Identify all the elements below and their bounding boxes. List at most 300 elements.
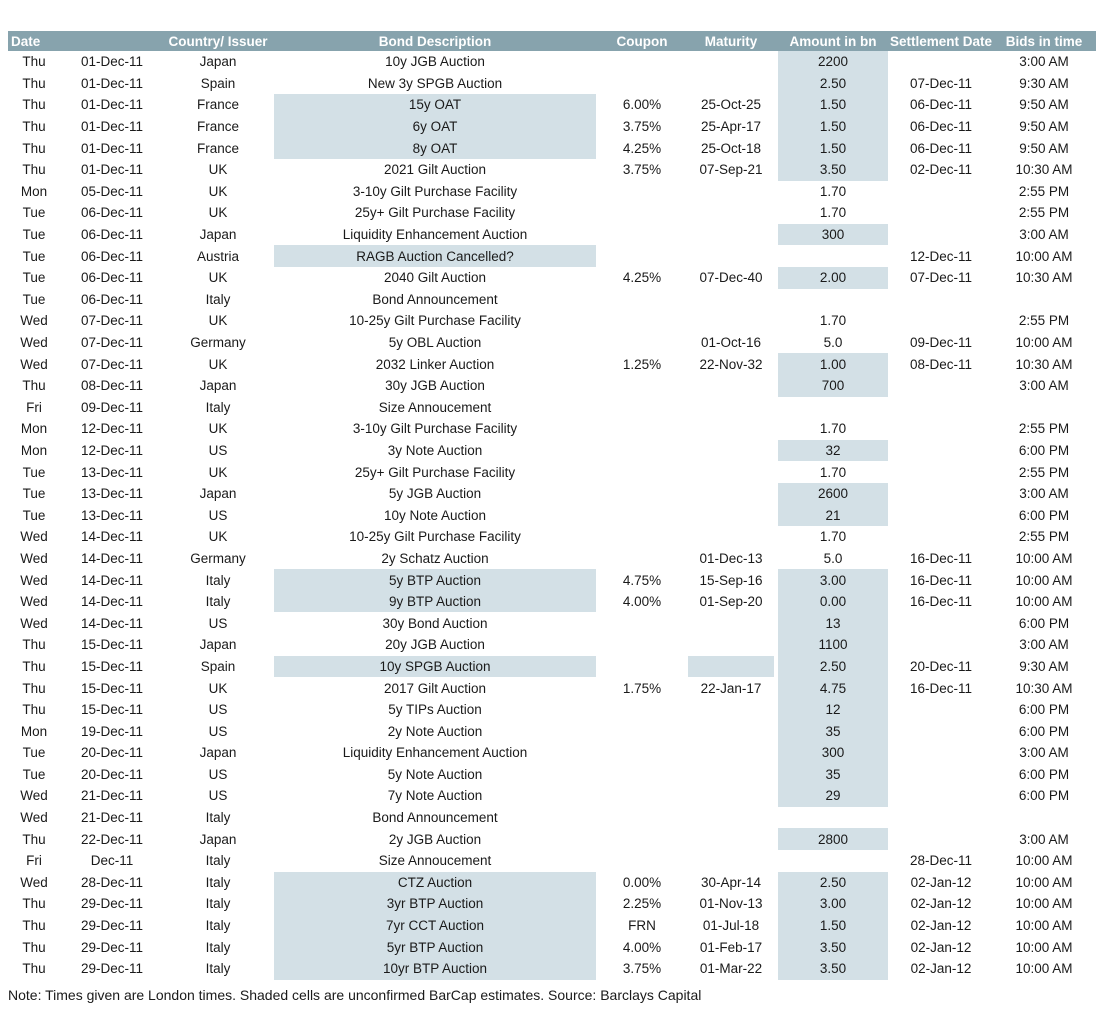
cell-date: 12-Dec-11: [80, 421, 144, 437]
cell-day: Tue: [22, 270, 46, 286]
cell-day: Thu: [22, 702, 46, 718]
table-row: [8, 73, 1096, 95]
cell-bids-time: 6:00 PM: [1018, 442, 1070, 458]
cell-description: 10-25y Gilt Purchase Facility: [349, 313, 521, 329]
cell-date: 14-Dec-11: [80, 529, 144, 545]
cell-amount: 2.00: [776, 267, 890, 289]
cell-maturity: 01-Mar-22: [699, 961, 763, 977]
cell-country: Italy: [205, 853, 231, 869]
table-row: [8, 159, 1096, 181]
cell-amount: 1.70: [819, 421, 847, 437]
cell-description: Liquidity Enhancement Auction: [342, 745, 528, 761]
cell-bids-time: 3:00 AM: [1019, 227, 1069, 243]
cell-coupon: [598, 289, 686, 311]
cell-settlement-date: [890, 418, 992, 440]
cell-coupon: [598, 612, 686, 634]
cell-bids-time: 3:00 AM: [1019, 486, 1069, 502]
cell-date: 14-Dec-11: [80, 550, 144, 566]
cell-bids-time: 10:00 AM: [1015, 572, 1073, 588]
cell-bids-time: 10:00 AM: [1015, 550, 1073, 566]
cell-date: 01-Dec-11: [80, 140, 144, 156]
cell-description: 10yr BTP Auction: [272, 958, 598, 980]
cell-amount: 1.70: [819, 183, 847, 199]
cell-settlement-date: [890, 397, 992, 419]
cell-bids-time: 3:00 AM: [1019, 745, 1069, 761]
cell-country: UK: [208, 270, 228, 286]
cell-date: 14-Dec-11: [80, 615, 144, 631]
cell-bids-time: 9:50 AM: [1019, 140, 1069, 156]
cell-maturity: 07-Dec-40: [699, 270, 763, 286]
header-settlement: Settlement Date: [890, 31, 992, 51]
cell-day: Wed: [20, 810, 48, 826]
cell-country: Japan: [199, 227, 237, 243]
cell-date: 29-Dec-11: [80, 961, 144, 977]
cell-description: 3-10y Gilt Purchase Facility: [352, 183, 518, 199]
cell-settlement-date: [890, 224, 992, 246]
cell-amount: 1.70: [819, 529, 847, 545]
cell-maturity: [686, 418, 776, 440]
cell-day: Thu: [22, 75, 46, 91]
table-row: [8, 850, 1096, 872]
cell-maturity: [686, 656, 776, 678]
cell-bids-time: [992, 289, 1096, 311]
cell-coupon: 3.75%: [622, 961, 662, 977]
cell-settlement-date: 28-Dec-11: [909, 853, 973, 869]
table-row: [8, 612, 1096, 634]
cell-description: 3y Note Auction: [387, 442, 483, 458]
header-coupon: Coupon: [598, 31, 686, 51]
table-row: [8, 742, 1096, 764]
cell-maturity: [686, 73, 776, 95]
cell-date: 20-Dec-11: [80, 766, 144, 782]
cell-maturity: [686, 289, 776, 311]
cell-bids-time: 3:00 AM: [1019, 831, 1069, 847]
cell-bids-time: 10:00 AM: [1015, 248, 1073, 264]
cell-amount: 3.50: [776, 936, 890, 958]
cell-description: 5y Note Auction: [387, 766, 483, 782]
cell-bids-time: 10:00 AM: [1015, 939, 1073, 955]
cell-country: UK: [208, 183, 228, 199]
cell-maturity: [686, 526, 776, 548]
cell-day: Tue: [22, 248, 46, 264]
cell-amount: [776, 850, 890, 872]
cell-bids-time: 10:00 AM: [1015, 594, 1073, 610]
cell-day: Wed: [20, 313, 48, 329]
cell-date: 06-Dec-11: [80, 291, 144, 307]
cell-description: 2y JGB Auction: [388, 831, 482, 847]
cell-country: UK: [208, 680, 228, 696]
cell-date: 01-Dec-11: [80, 75, 144, 91]
cell-country: US: [208, 702, 228, 718]
table-row: [8, 785, 1096, 807]
cell-date: 21-Dec-11: [80, 788, 144, 804]
cell-description: 2y Schatz Auction: [381, 550, 489, 566]
cell-description: 5y JGB Auction: [388, 486, 482, 502]
cell-day: Thu: [22, 680, 46, 696]
cell-day: Thu: [22, 637, 46, 653]
cell-country: US: [208, 723, 228, 739]
cell-maturity: [686, 440, 776, 462]
cell-maturity: [686, 764, 776, 786]
cell-date: 01-Dec-11: [80, 162, 144, 178]
cell-settlement-date: [890, 742, 992, 764]
cell-description: 3-10y Gilt Purchase Facility: [352, 421, 518, 437]
cell-day: Tue: [22, 464, 46, 480]
table-row: [8, 764, 1096, 786]
cell-bids-time: 9:30 AM: [1019, 75, 1069, 91]
cell-date: 06-Dec-11: [80, 270, 144, 286]
cell-coupon: [598, 418, 686, 440]
cell-day: Wed: [20, 550, 48, 566]
cell-day: Thu: [22, 54, 46, 70]
cell-description: 20y JGB Auction: [385, 637, 485, 653]
cell-maturity: 01-Jul-18: [702, 918, 760, 934]
cell-country: France: [196, 97, 240, 113]
cell-settlement-date: [890, 440, 992, 462]
cell-country: UK: [208, 464, 228, 480]
cell-country: Japan: [199, 378, 237, 394]
cell-maturity: [686, 742, 776, 764]
cell-amount: 1.50: [776, 137, 890, 159]
cell-country: UK: [208, 356, 228, 372]
cell-maturity: [686, 461, 776, 483]
cell-amount: [776, 245, 890, 267]
cell-coupon: 4.25%: [622, 140, 662, 156]
cell-day: Wed: [20, 874, 48, 890]
cell-amount: 3.00: [776, 569, 890, 591]
cell-settlement-date: [890, 461, 992, 483]
cell-day: Fri: [26, 399, 42, 415]
cell-coupon: 1.75%: [622, 680, 662, 696]
cell-description: 5yr BTP Auction: [272, 936, 598, 958]
cell-country: US: [208, 442, 228, 458]
table-row: [8, 332, 1096, 354]
cell-maturity: 01-Oct-16: [700, 335, 762, 351]
cell-settlement-date: [890, 483, 992, 505]
cell-description: Bond Announcement: [372, 810, 498, 826]
cell-coupon: [598, 245, 686, 267]
cell-bids-time: 2:55 PM: [1018, 529, 1070, 545]
cell-coupon: [598, 526, 686, 548]
cell-bids-time: 6:00 PM: [1018, 788, 1070, 804]
cell-date: 05-Dec-11: [80, 183, 144, 199]
cell-amount: 3.50: [776, 958, 890, 980]
cell-description: Liquidity Enhancement Auction: [342, 227, 528, 243]
cell-amount: 5.0: [823, 550, 843, 566]
cell-date: 13-Dec-11: [80, 507, 144, 523]
table-row: [8, 548, 1096, 570]
cell-description: 10y JGB Auction: [385, 54, 485, 70]
cell-settlement-date: 02-Jan-12: [910, 939, 972, 955]
cell-country: Italy: [205, 594, 231, 610]
cell-coupon: [598, 764, 686, 786]
cell-amount: 35: [776, 720, 890, 742]
footnote: Note: Times given are London times. Shaded cells are unconfirmed BarCap estimates. Source: Barclays Capital: [8, 987, 702, 1003]
cell-date: 07-Dec-11: [80, 356, 144, 372]
cell-date: 22-Dec-11: [80, 831, 144, 847]
cell-bids-time: 9:30 AM: [1019, 658, 1069, 674]
cell-country: Japan: [199, 637, 237, 653]
cell-date: 01-Dec-11: [80, 97, 144, 113]
cell-maturity: [686, 828, 776, 850]
cell-coupon: [598, 375, 686, 397]
cell-bids-time: 6:00 PM: [1018, 766, 1070, 782]
cell-coupon: [598, 548, 686, 570]
cell-bids-time: 10:30 AM: [1015, 162, 1073, 178]
cell-day: Wed: [20, 335, 48, 351]
cell-settlement-date: [890, 699, 992, 721]
cell-coupon: 0.00%: [622, 874, 662, 890]
cell-maturity: 01-Dec-13: [699, 550, 763, 566]
table-row: [8, 591, 1096, 613]
cell-bids-time: 6:00 PM: [1018, 723, 1070, 739]
cell-day: Wed: [20, 572, 48, 588]
cell-maturity: [686, 245, 776, 267]
cell-maturity: [686, 51, 776, 73]
table-row: [8, 915, 1096, 937]
cell-date: 19-Dec-11: [80, 723, 144, 739]
table-row: [8, 94, 1096, 116]
cell-country: Japan: [199, 486, 237, 502]
cell-maturity: 25-Oct-18: [700, 140, 762, 156]
cell-coupon: [598, 310, 686, 332]
cell-maturity: 22-Nov-32: [699, 356, 763, 372]
cell-amount: 5.0: [823, 335, 843, 351]
cell-settlement-date: 06-Dec-11: [909, 119, 973, 135]
table-row: [8, 828, 1096, 850]
cell-amount: 32: [776, 440, 890, 462]
cell-country: France: [196, 140, 240, 156]
cell-amount: [776, 397, 890, 419]
cell-settlement-date: [890, 764, 992, 786]
cell-description: 10y Note Auction: [383, 507, 487, 523]
cell-bids-time: 10:00 AM: [1015, 896, 1073, 912]
cell-description: Bond Announcement: [372, 291, 498, 307]
cell-day: Thu: [22, 658, 46, 674]
cell-date: 06-Dec-11: [80, 227, 144, 243]
cell-coupon: 4.00%: [622, 939, 662, 955]
cell-coupon: 3.75%: [622, 162, 662, 178]
cell-coupon: [598, 634, 686, 656]
cell-day: Wed: [20, 356, 48, 372]
cell-date: 14-Dec-11: [80, 572, 144, 588]
cell-country: US: [208, 788, 228, 804]
cell-description: Size Annoucement: [378, 853, 492, 869]
cell-amount: 2800: [776, 828, 890, 850]
table-row: [8, 375, 1096, 397]
cell-settlement-date: 07-Dec-11: [909, 270, 973, 286]
cell-maturity: 01-Sep-20: [699, 594, 763, 610]
cell-day: Thu: [22, 896, 46, 912]
cell-amount: 1.50: [776, 116, 890, 138]
cell-day: Thu: [22, 140, 46, 156]
cell-maturity: [686, 612, 776, 634]
cell-description: 6y OAT: [272, 116, 598, 138]
cell-country: Italy: [205, 896, 231, 912]
cell-settlement-date: 02-Jan-12: [910, 896, 972, 912]
cell-description: Size Annoucement: [378, 399, 492, 415]
cell-day: Thu: [22, 831, 46, 847]
cell-country: US: [208, 507, 228, 523]
cell-settlement-date: [890, 181, 992, 203]
cell-country: US: [208, 766, 228, 782]
cell-day: Thu: [22, 162, 46, 178]
header-maturity: Maturity: [686, 31, 776, 51]
cell-date: 01-Dec-11: [80, 119, 144, 135]
cell-coupon: [598, 51, 686, 73]
cell-country: France: [196, 119, 240, 135]
cell-day: Wed: [20, 594, 48, 610]
cell-country: Italy: [205, 572, 231, 588]
table-row: [8, 526, 1096, 548]
cell-bids-time: 10:30 AM: [1015, 356, 1073, 372]
cell-day: Tue: [22, 205, 46, 221]
cell-country: Italy: [205, 918, 231, 934]
cell-amount: 1.70: [819, 464, 847, 480]
header-bids-time: Bids in time: [992, 31, 1096, 51]
cell-maturity: 25-Oct-25: [700, 97, 762, 113]
cell-bids-time: 6:00 PM: [1018, 702, 1070, 718]
cell-settlement-date: 16-Dec-11: [909, 594, 973, 610]
cell-settlement-date: 16-Dec-11: [909, 550, 973, 566]
cell-country: Japan: [199, 54, 237, 70]
cell-amount: 0.00: [776, 591, 890, 613]
cell-date: 28-Dec-11: [80, 874, 144, 890]
cell-date: 29-Dec-11: [80, 939, 144, 955]
table-row: [8, 504, 1096, 526]
cell-country: Japan: [199, 831, 237, 847]
cell-amount: 4.75: [776, 677, 890, 699]
cell-amount: 1.70: [819, 205, 847, 221]
cell-settlement-date: [890, 828, 992, 850]
header-country: Country/ Issuer: [164, 31, 272, 51]
cell-coupon: [598, 785, 686, 807]
cell-bids-time: 2:55 PM: [1018, 464, 1070, 480]
cell-date: 12-Dec-11: [80, 442, 144, 458]
cell-coupon: [598, 224, 686, 246]
cell-date: 15-Dec-11: [80, 637, 144, 653]
cell-description: 5y BTP Auction: [272, 569, 598, 591]
cell-day: Thu: [22, 378, 46, 394]
cell-settlement-date: 07-Dec-11: [909, 75, 973, 91]
cell-coupon: [598, 504, 686, 526]
table-row: [8, 440, 1096, 462]
cell-maturity: 30-Apr-14: [700, 874, 762, 890]
table-row: [8, 936, 1096, 958]
cell-bids-time: 6:00 PM: [1018, 615, 1070, 631]
cell-date: 15-Dec-11: [80, 658, 144, 674]
cell-description: 9y BTP Auction: [272, 591, 598, 613]
cell-country: UK: [208, 313, 228, 329]
cell-amount: 300: [776, 742, 890, 764]
table-header-row: [8, 31, 1096, 51]
cell-bids-time: 9:50 AM: [1019, 97, 1069, 113]
cell-settlement-date: [890, 51, 992, 73]
cell-maturity: [686, 310, 776, 332]
cell-maturity: 07-Sep-21: [699, 162, 763, 178]
header-amount: Amount in bn: [776, 31, 890, 51]
cell-coupon: 4.25%: [622, 270, 662, 286]
cell-amount: 1.50: [776, 94, 890, 116]
cell-date: 13-Dec-11: [80, 464, 144, 480]
cell-date: 15-Dec-11: [80, 680, 144, 696]
cell-amount: 700: [776, 375, 890, 397]
cell-day: Thu: [22, 119, 46, 135]
cell-bids-time: 2:55 PM: [1018, 183, 1070, 199]
cell-maturity: [686, 785, 776, 807]
cell-country: Italy: [205, 939, 231, 955]
cell-day: Tue: [22, 507, 46, 523]
cell-day: Mon: [20, 442, 48, 458]
cell-day: Mon: [20, 183, 48, 199]
cell-amount: 1.00: [776, 353, 890, 375]
cell-settlement-date: 16-Dec-11: [909, 680, 973, 696]
cell-bids-time: [992, 807, 1096, 829]
cell-description: 7yr CCT Auction: [272, 915, 598, 937]
cell-settlement-date: 08-Dec-11: [909, 356, 973, 372]
cell-settlement-date: [890, 807, 992, 829]
cell-description: 2040 Gilt Auction: [383, 270, 487, 286]
cell-date: 07-Dec-11: [80, 313, 144, 329]
cell-bids-time: 2:55 PM: [1018, 313, 1070, 329]
cell-day: Mon: [20, 421, 48, 437]
cell-day: Thu: [22, 939, 46, 955]
cell-description: 25y+ Gilt Purchase Facility: [354, 464, 516, 480]
cell-bids-time: 10:30 AM: [1015, 270, 1073, 286]
cell-maturity: [686, 634, 776, 656]
table-row: [8, 418, 1096, 440]
cell-maturity: [686, 202, 776, 224]
cell-description: 10-25y Gilt Purchase Facility: [349, 529, 521, 545]
cell-amount: 3.00: [776, 893, 890, 915]
cell-country: Italy: [205, 291, 231, 307]
cell-maturity: [686, 850, 776, 872]
cell-bids-time: 3:00 AM: [1019, 54, 1069, 70]
cell-settlement-date: [890, 634, 992, 656]
header-description: Bond Description: [272, 31, 598, 51]
table-row: [8, 181, 1096, 203]
cell-settlement-date: 09-Dec-11: [909, 335, 973, 351]
table-row: [8, 137, 1096, 159]
cell-bids-time: 10:00 AM: [1015, 335, 1073, 351]
cell-amount: 2200: [776, 51, 890, 73]
cell-settlement-date: 06-Dec-11: [909, 97, 973, 113]
table-row: [8, 116, 1096, 138]
table-row: [8, 267, 1096, 289]
cell-maturity: [686, 397, 776, 419]
cell-date: 20-Dec-11: [80, 745, 144, 761]
cell-description: 30y Bond Auction: [382, 615, 488, 631]
cell-settlement-date: 02-Jan-12: [910, 918, 972, 934]
cell-country: Italy: [205, 810, 231, 826]
cell-day: Mon: [20, 723, 48, 739]
cell-date: 29-Dec-11: [80, 896, 144, 912]
cell-maturity: [686, 720, 776, 742]
cell-maturity: [686, 483, 776, 505]
cell-amount: 300: [776, 224, 890, 246]
cell-country: Spain: [200, 75, 236, 91]
cell-maturity: 01-Nov-13: [699, 896, 763, 912]
cell-bids-time: 10:00 AM: [1015, 918, 1073, 934]
cell-day: Tue: [22, 486, 46, 502]
cell-settlement-date: [890, 310, 992, 332]
cell-description: 2032 Linker Auction: [375, 356, 495, 372]
cell-coupon: 4.00%: [622, 594, 662, 610]
table-row: [8, 289, 1096, 311]
cell-settlement-date: [890, 202, 992, 224]
cell-description: New 3y SPGB Auction: [367, 75, 503, 91]
cell-amount: 1.70: [819, 313, 847, 329]
